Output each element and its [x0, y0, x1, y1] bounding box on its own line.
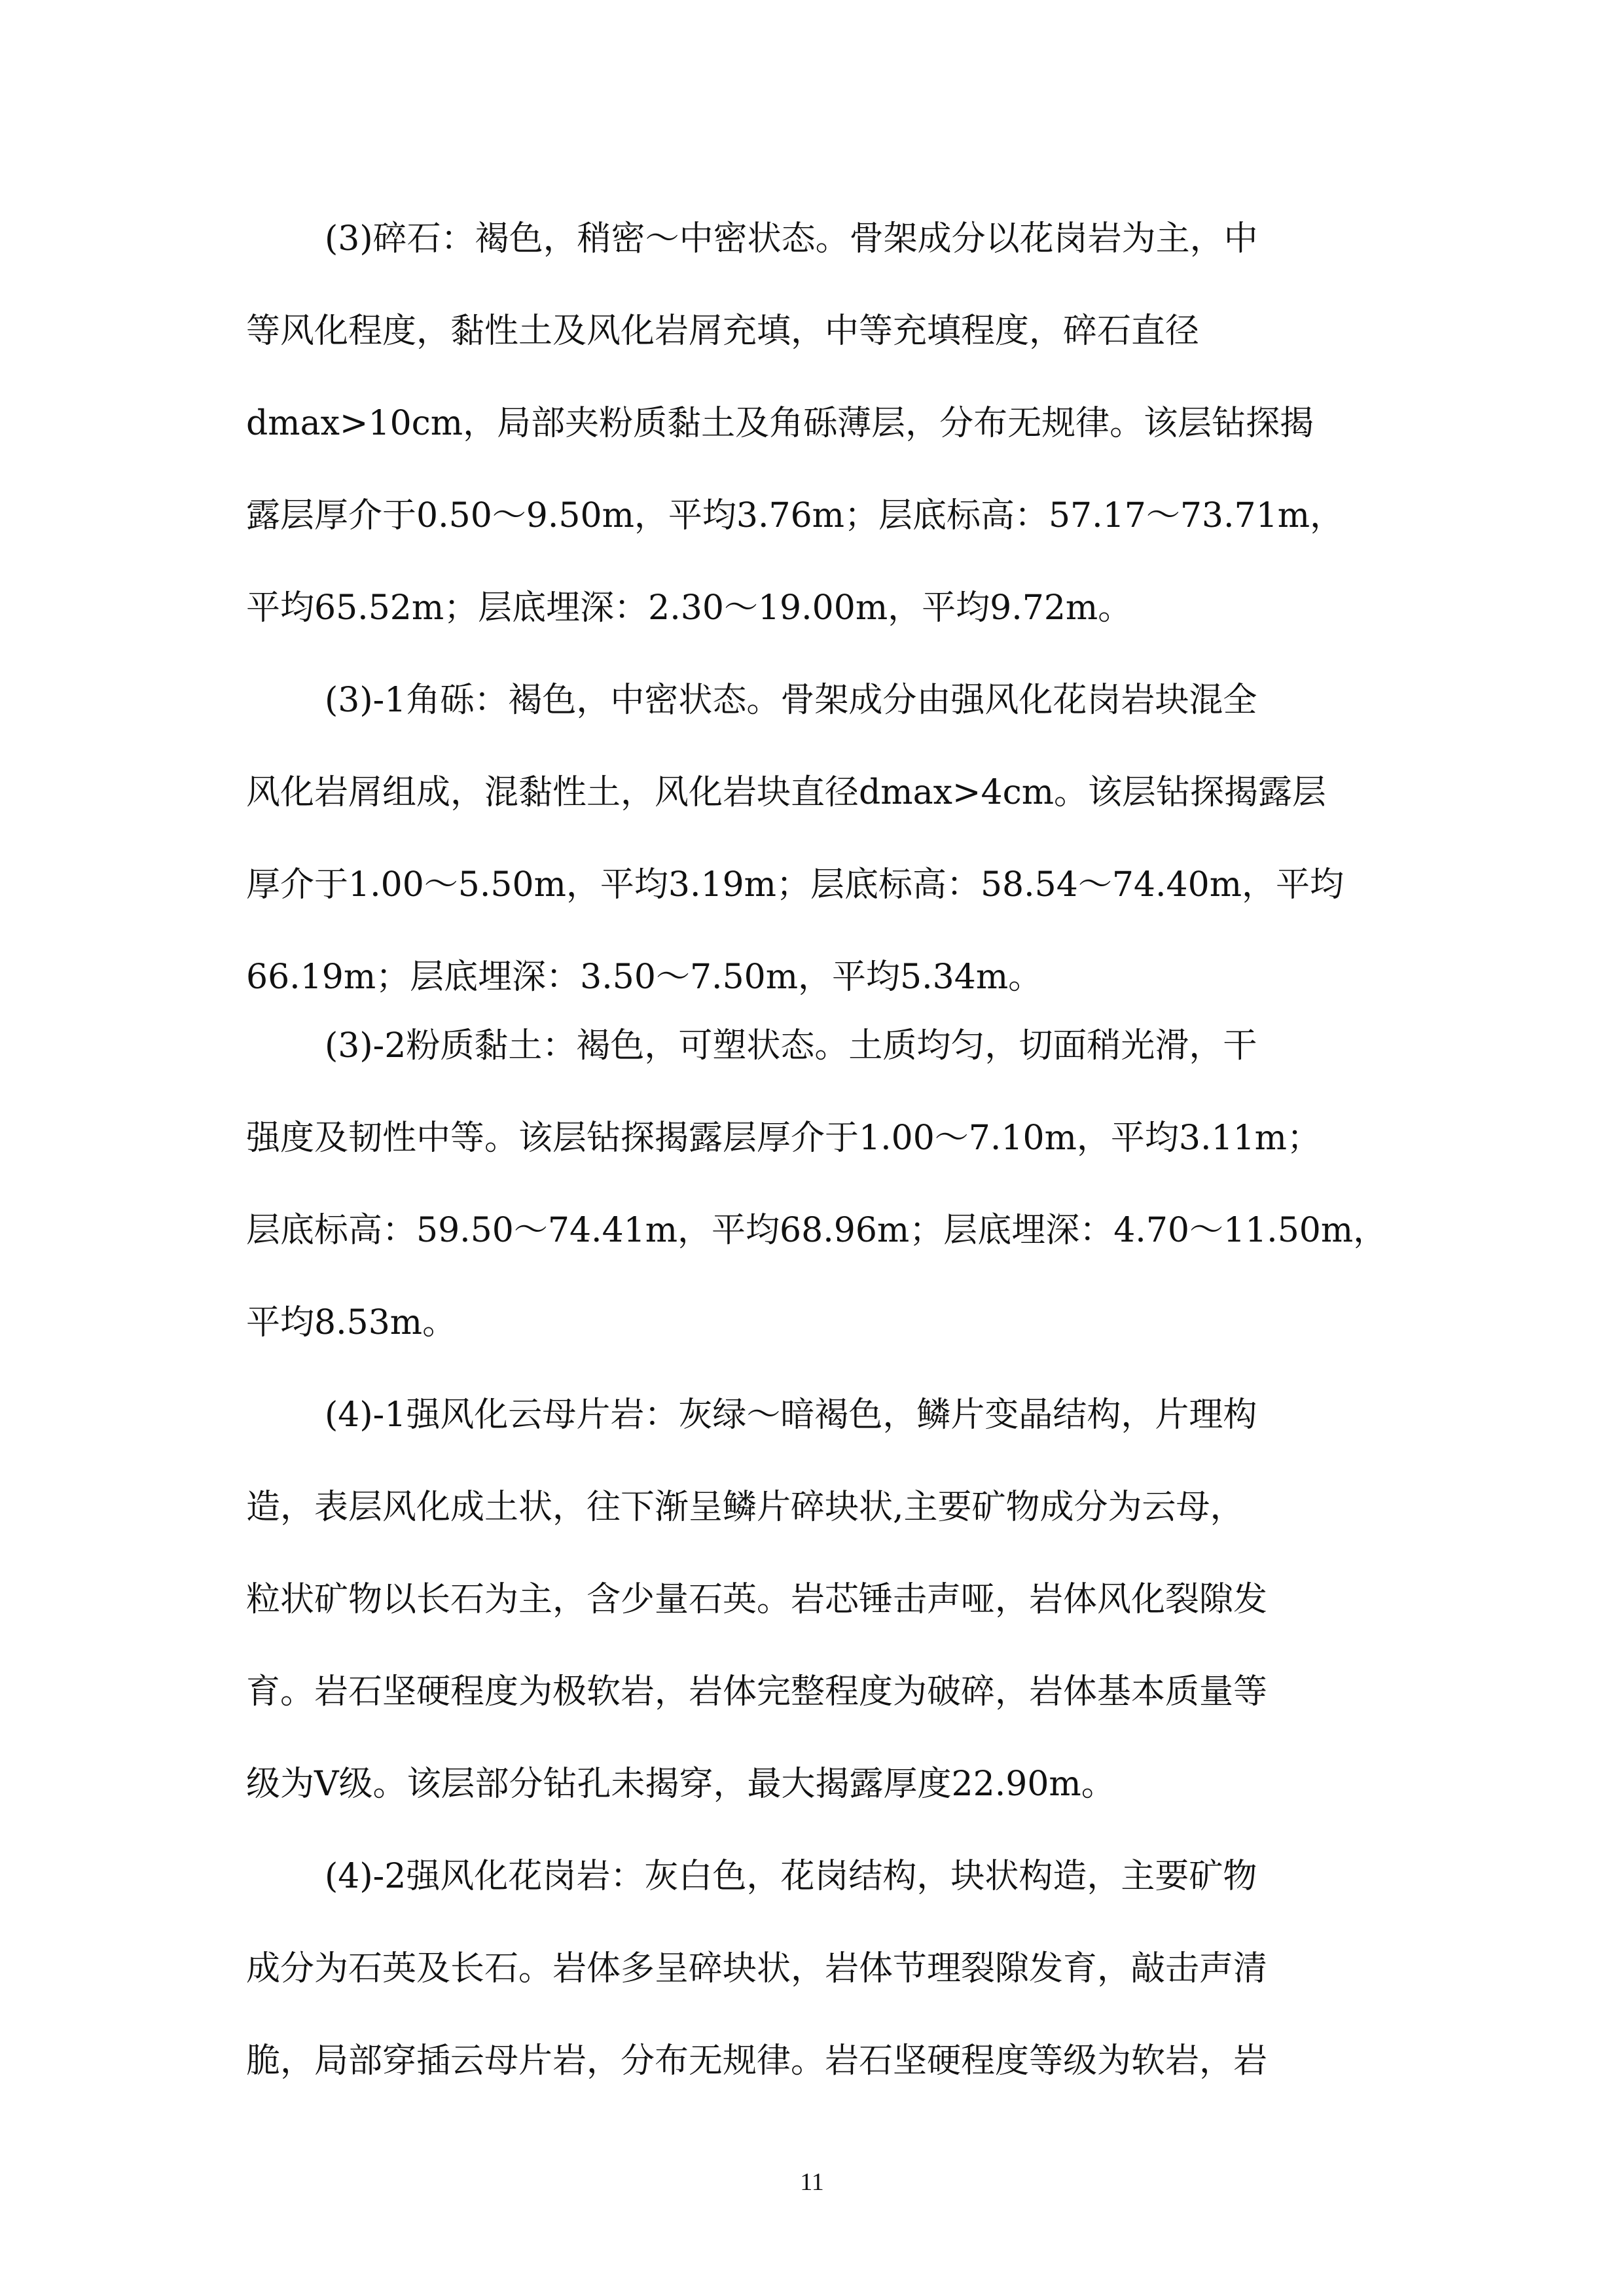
paragraph-2-line-1: (3)-1角砾：褐色，中密状态。骨架成分由强风化花岗岩块混全 — [325, 681, 1257, 720]
paragraph-1-line-1: (3)碎石：褐色，稍密～中密状态。骨架成分以花岗岩为主，中 — [325, 219, 1258, 259]
paragraph-3-line-1: (3)-2粉质黏土：褐色，可塑状态。土质均匀，切面稍光滑，干 — [325, 1026, 1257, 1066]
paragraph-4-line-4: 育。岩石坚硬程度为极软岩，岩体完整程度为破碎，岩体基本质量等 — [246, 1672, 1268, 1712]
paragraph-5-line-1: (4)-2强风化花岗岩：灰白色，花岗结构，块状构造，主要矿物 — [325, 1857, 1257, 1896]
paragraph-5-line-3: 脆，局部穿插云母片岩，分布无规律。岩石坚硬程度等级为软岩，岩 — [246, 2041, 1268, 2081]
paragraph-4-line-1: (4)-1强风化云母片岩：灰绿～暗褐色，鳞片变晶结构，片理构 — [325, 1395, 1257, 1435]
paragraph-1-line-4: 露层厚介于0.50～9.50m，平均3.76m；层底标高：57.17～73.71m， — [246, 496, 1344, 535]
paragraph-2-line-4: 66.19m；层底埋深：3.50～7.50m，平均5.34m。 — [246, 958, 1043, 997]
paragraph-1-line-3: dmax>10cm，局部夹粉质黏土及角砾薄层，分布无规律。该层钻探揭 — [246, 404, 1314, 443]
paragraph-1-line-5: 平均65.52m；层底埋深：2.30～19.00m，平均9.72m。 — [246, 588, 1132, 628]
paragraph-2-line-2: 风化岩屑组成，混黏性土，风化岩块直径dmax>4cm。该层钻探揭露层 — [246, 773, 1327, 812]
paragraph-3-line-3: 层底标高：59.50～74.41m，平均68.96m；层底埋深：4.70～11.50m， — [246, 1211, 1388, 1250]
paragraph-3-line-2: 强度及韧性中等。该层钻探揭露层厚介于1.00～7.10m，平均3.11m； — [246, 1119, 1321, 1158]
paragraph-2-line-3: 厚介于1.00～5.50m，平均3.19m；层底标高：58.54～74.40m，平均 — [246, 865, 1344, 905]
paragraph-1-line-2: 等风化程度，黏性土及风化岩屑充填，中等充填程度，碎石直径 — [246, 312, 1200, 351]
page-number: 11 — [800, 2168, 824, 2196]
paragraph-4-line-3: 粒状矿物以长石为主，含少量石英。岩芯锤击声哑，岩体风化裂隙发 — [246, 1580, 1268, 1619]
paragraph-5-line-2: 成分为石英及长石。岩体多呈碎块状，岩体节理裂隙发育，敲击声清 — [246, 1949, 1268, 1988]
paragraph-3-line-4: 平均8.53m。 — [246, 1303, 457, 1342]
paragraph-4-line-5: 级为Ⅴ级。该层部分钻孔未揭穿，最大揭露厚度22.90m。 — [246, 1765, 1115, 1804]
paragraph-4-line-2: 造，表层风化成土状，往下渐呈鳞片碎块状,主要矿物成分为云母， — [246, 1488, 1244, 1527]
